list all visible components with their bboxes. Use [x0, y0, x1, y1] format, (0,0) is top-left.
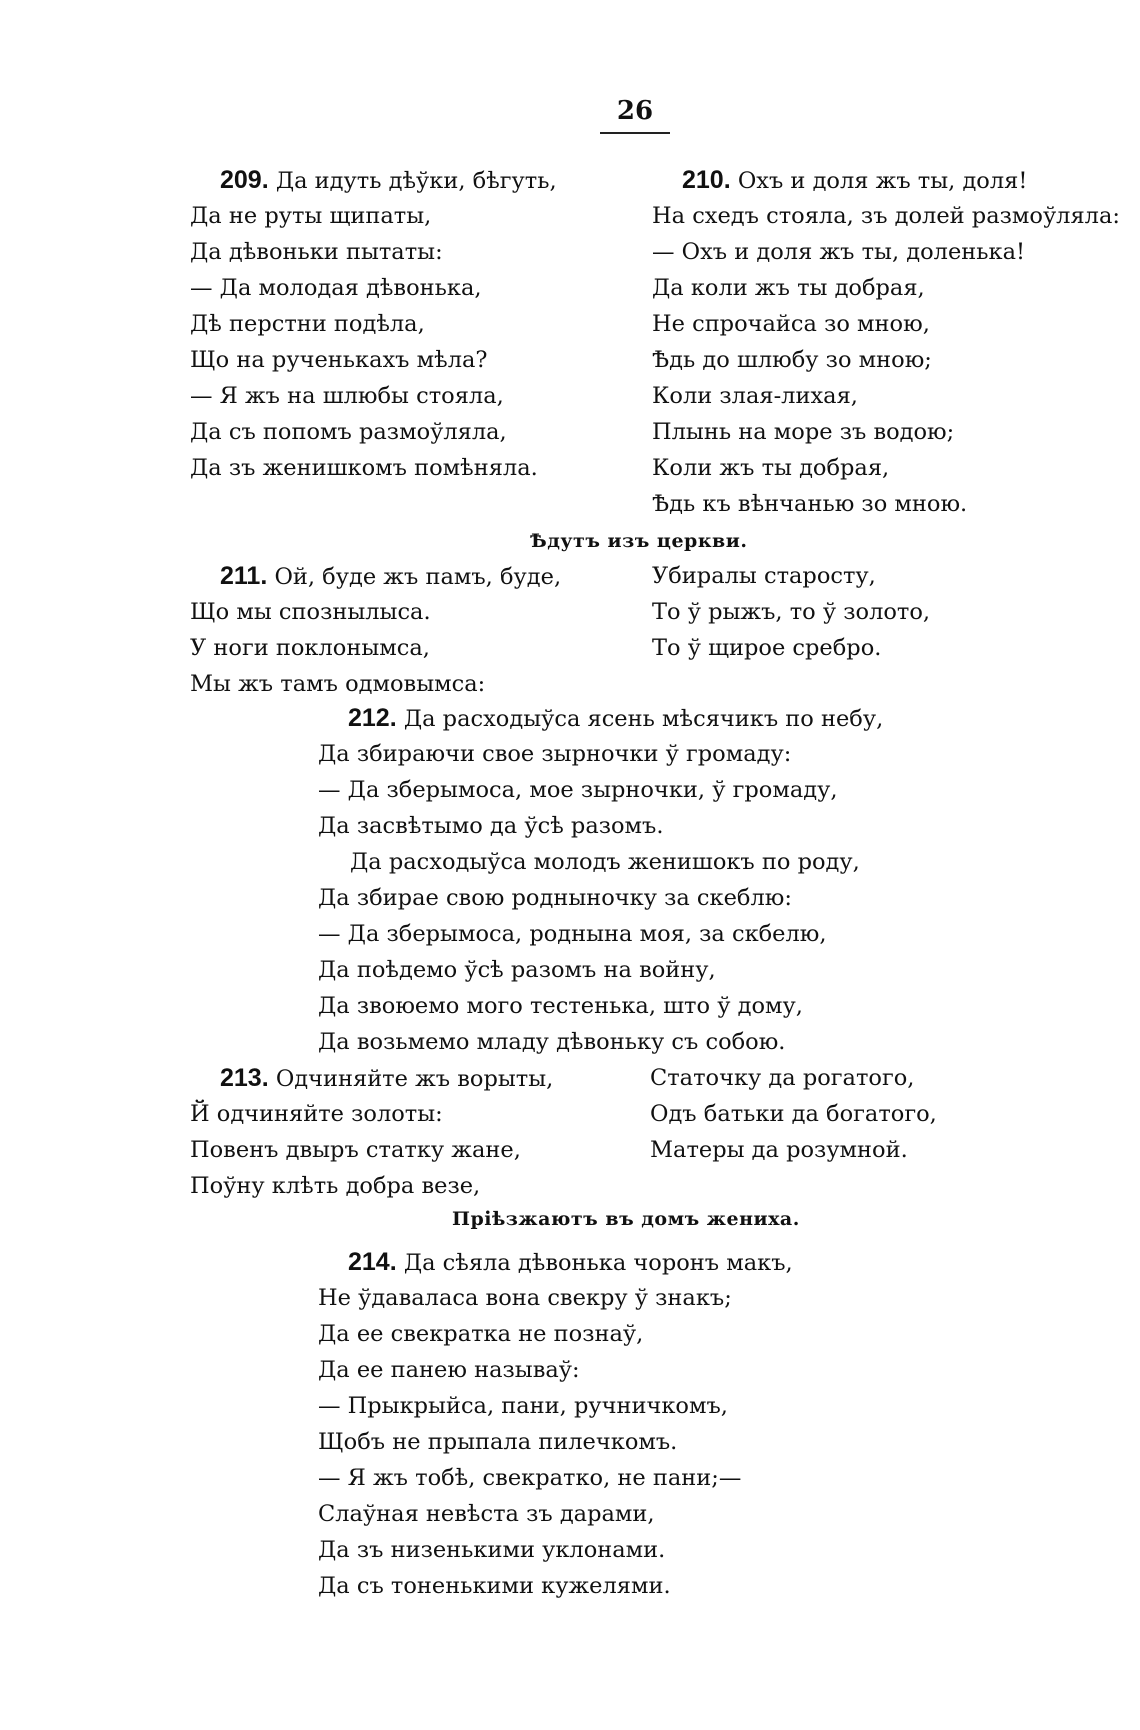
verse-line: Повенъ двыръ статку жане, [190, 1137, 521, 1163]
song-214 [318, 1244, 793, 1604]
verse-line: Да съ тоненькими кужелями. [318, 1573, 671, 1599]
verse-line: Да ее панею называў: [318, 1357, 580, 1383]
verse-line: Й одчиняйте золоты: [190, 1101, 443, 1127]
verse-line: — Да молодая дѣвонька, [190, 275, 482, 301]
verse-line: Що мы спознылыса. [190, 599, 431, 625]
verse-line: 209. Да идуть дѣўки, бѣгуть, [220, 166, 557, 194]
verse-line: Да съ попомъ размоўляла, [190, 419, 507, 445]
verse-line: Не ўдаваласа вона свекру ў знакъ; [318, 1285, 732, 1311]
verse-line: У ноги поклонымса, [190, 635, 430, 661]
verse-line: Плынь на море зъ водою; [652, 419, 955, 445]
verse-line: Поўну клѣть добра везе, [190, 1173, 481, 1199]
song-number: 209. [220, 166, 269, 194]
verse-line: — Да зберымоса, роднына моя, за скбелю, [318, 921, 827, 947]
verse-line: — Да зберымоса, мое зырночки, ў громаду, [318, 777, 838, 803]
verse-line: То ў рыжъ, то ў золото, [652, 599, 931, 625]
song-209 [190, 162, 557, 486]
song-number: 213. [220, 1064, 269, 1092]
verse-line: — Я жъ на шлюбы стояла, [190, 383, 504, 409]
verse-line: То ў щирое сребро. [652, 635, 882, 661]
verse-line: Да возьмемо младу дѣвоньку съ собою. [318, 1029, 786, 1055]
verse-line: Да зъ низенькими уклонами. [318, 1537, 666, 1563]
song-213 [190, 1060, 553, 1204]
section-heading: Ѣдутъ изъ церкви. [530, 530, 748, 552]
verse-line: Не спрочайса зо мною, [652, 311, 930, 337]
verse-line: Статочку да рогатого, [650, 1065, 915, 1091]
verse-line: Да не руты щипаты, [190, 203, 432, 229]
song-210 [652, 162, 1120, 522]
verse-line: 212. Да расходыўса ясень мѣсячикъ по небу, [348, 704, 884, 732]
verse-line: Що на рученькахъ мѣла? [190, 347, 488, 373]
song-211-right [652, 558, 930, 666]
verse-line: На схедъ стояла, зъ долей размоўляла: [652, 203, 1120, 229]
page-number: 26 [600, 96, 670, 134]
verse-line: Да зъ женишкомъ помѣняла. [190, 455, 538, 481]
song-212 [318, 700, 883, 1060]
verse-line: 211. Ой, буде жъ памъ, буде, [220, 562, 562, 590]
verse-line: Коли жъ ты добрая, [652, 455, 890, 481]
verse-line: Матеры да розумной. [650, 1137, 908, 1163]
verse-line: 214. Да сѣяла дѣвонька чоронъ макъ, [348, 1248, 793, 1276]
verse-line: Щобъ не прыпала пилечкомъ. [318, 1429, 678, 1455]
verse-line: Коли злая-лихая, [652, 383, 858, 409]
song-number: 212. [348, 704, 397, 732]
verse-line: Да засвѣтымо да ўсѣ разомъ. [318, 813, 664, 839]
verse-line: 213. Одчиняйте жъ ворыты, [220, 1064, 554, 1092]
verse-line: Да збирае свою родныночку за скеблю: [318, 885, 792, 911]
song-number: 210. [682, 166, 731, 194]
verse-line: Ѣдь къ вѣнчанью зо мною. [652, 491, 968, 517]
song-213-right [650, 1060, 937, 1168]
verse-line: — Я жъ тобѣ, свекратко, не пани;— [318, 1465, 742, 1491]
verse-line: Мы жъ тамъ одмовымса: [190, 671, 486, 697]
verse-line: Да коли жъ ты добрая, [652, 275, 925, 301]
section-heading: Пріѣзжаютъ въ домъ жениха. [452, 1208, 800, 1230]
verse-line: Да поѣдемо ўсѣ разомъ на войну, [318, 957, 716, 983]
verse-line: Да звоюемо мого тестенька, што ў дому, [318, 993, 803, 1019]
verse-line: Слаўная невѣста зъ дарами, [318, 1501, 655, 1527]
verse-line: Дѣ перстни подѣла, [190, 311, 425, 337]
verse-line: Да дѣвоньки пытаты: [190, 239, 443, 265]
song-number: 211. [220, 562, 268, 590]
verse-line: — Охъ и доля жъ ты, доленька! [652, 239, 1026, 265]
verse-line: Одъ батьки да богатого, [650, 1101, 937, 1127]
verse-line: 210. Охъ и доля жъ ты, доля! [682, 166, 1028, 194]
verse-line: Да ее свекратка не познаў, [318, 1321, 644, 1347]
verse-line: Ѣдь до шлюбу зо мною; [652, 347, 932, 373]
verse-line: Да расходыўса молодъ женишокъ по роду, [350, 849, 860, 875]
verse-line: — Прыкрыйса, пани, ручничкомъ, [318, 1393, 728, 1419]
verse-line: Да збираючи свое зырночки ў громаду: [318, 741, 792, 767]
song-211 [190, 558, 561, 702]
song-number: 214. [348, 1248, 397, 1276]
verse-line: Убиралы старосту, [652, 563, 876, 589]
